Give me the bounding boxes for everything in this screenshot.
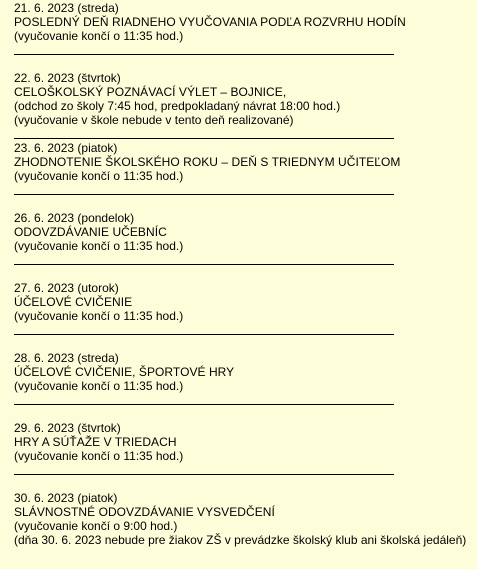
entry-date: 26. 6. 2023 [14, 211, 75, 225]
entry-weekday: (streda) [77, 1, 119, 15]
entry-event: HRY A SÚŤAŽE V TRIEDACH [14, 435, 177, 449]
schedule-entry [14, 211, 471, 281]
entry-note: (vyučovanie končí o 11:35 hod.) [14, 309, 184, 323]
entry-date: 23. 6. 2023 [14, 141, 75, 155]
divider-line [14, 54, 394, 55]
entry-event: SLÁVNOSTNÉ ODOVZDÁVANIE VYSVEDČENÍ [14, 505, 275, 519]
entry-event: ÚČELOVÉ CVIČENIE [14, 295, 133, 309]
entry-date-line [14, 281, 471, 295]
schedule-entry [14, 351, 471, 421]
schedule-entry [14, 141, 471, 211]
entry-event: ZHODNOTENIE ŠKOLSKÉHO ROKU – DEŇ S TRIEDNYM UČITEĽOM [14, 155, 401, 169]
entry-event: ÚČELOVÉ CVIČENIE, ŠPORTOVÉ HRY [14, 365, 235, 379]
entry-weekday: (štvrtok) [77, 71, 121, 85]
entry-note: (vyučovanie končí o 11:35 hod.) [14, 239, 184, 253]
entry-date-line [14, 1, 471, 15]
schedule-entry [14, 1, 471, 71]
entry-note: (vyučovanie v škole nebude v tento deň realizované) [14, 113, 294, 127]
entry-weekday: (piatok) [77, 141, 118, 155]
entry-date: 28. 6. 2023 [14, 351, 75, 365]
entry-date: 30. 6. 2023 [14, 491, 75, 505]
entry-event: CELOŠKOLSKÝ POZNÁVACÍ VÝLET – BOJNICE, [14, 85, 287, 99]
schedule-entry [14, 421, 471, 491]
entry-weekday: (streda) [77, 351, 119, 365]
entry-note: (vyučovanie končí o 11:35 hod.) [14, 169, 184, 183]
entry-date-line [14, 141, 471, 155]
entry-note: (dňa 30. 6. 2023 nebude pre žiakov ZŠ v prevádzke školský klub ani školská jedáleň) [14, 533, 467, 547]
divider-line [14, 474, 394, 475]
entry-event: ODOVZDÁVANIE UČEBNÍC [14, 225, 167, 239]
entry-date-line [14, 71, 471, 85]
entry-date: 29. 6. 2023 [14, 421, 75, 435]
divider-line [14, 194, 394, 195]
divider-line [14, 404, 394, 405]
entry-date: 22. 6. 2023 [14, 71, 75, 85]
entry-date-line [14, 491, 471, 505]
entry-weekday: (piatok) [77, 491, 118, 505]
schedule-entry [14, 281, 471, 351]
divider-line [14, 334, 394, 335]
entry-date-line [14, 351, 471, 365]
entry-note: (odchod zo školy 7:45 hod, predpokladaný návrat 18:00 hod.) [14, 99, 341, 113]
entry-note: (vyučovanie končí o 11:35 hod.) [14, 29, 184, 43]
entry-date-line [14, 211, 471, 225]
entry-weekday: (štvrtok) [77, 421, 121, 435]
entry-event: POSLEDNÝ DEŇ RIADNEHO VYUČOVANIA PODĽA ROZVRHU HODÍN [14, 15, 406, 29]
entry-note: (vyučovanie končí o 11:35 hod.) [14, 379, 184, 393]
entry-note: (vyučovanie končí o 11:35 hod.) [14, 449, 184, 463]
schedule-entry [14, 491, 471, 561]
entry-weekday: (pondelok) [77, 211, 135, 225]
divider-line [14, 138, 394, 139]
entry-weekday: (utorok) [77, 281, 119, 295]
schedule-entry [14, 71, 471, 141]
entry-date: 21. 6. 2023 [14, 1, 75, 15]
divider-line [14, 264, 394, 265]
entry-note: (vyučovanie končí o 9:00 hod.) [14, 519, 178, 533]
entry-date: 27. 6. 2023 [14, 281, 75, 295]
entry-date-line [14, 421, 471, 435]
